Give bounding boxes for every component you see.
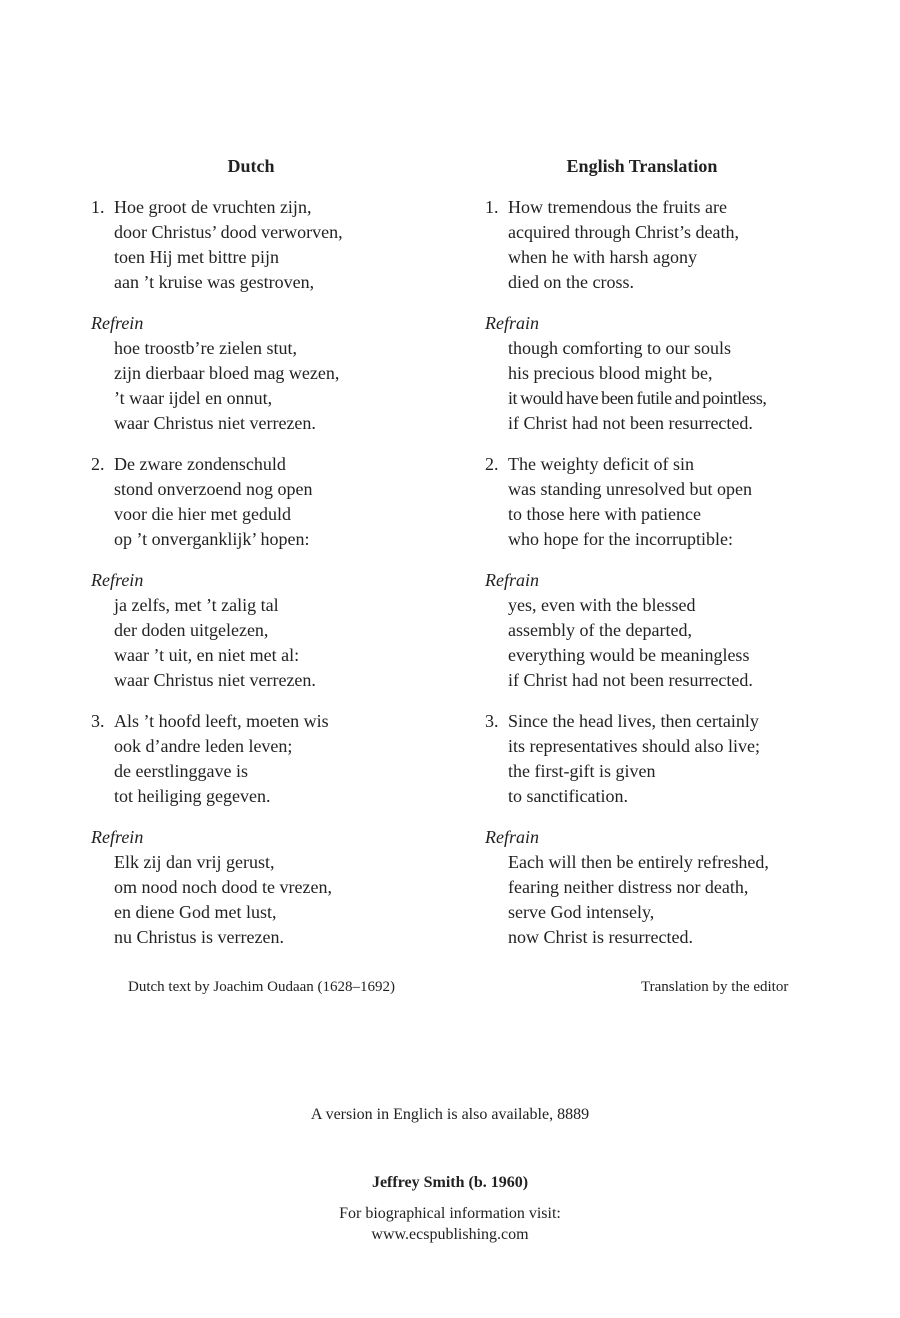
refrain-label: Refrein [91,827,144,847]
verse-line [485,709,815,734]
refrain-line: en diene God met lust, [114,902,277,922]
translation-credit: Translation by the editor [641,979,789,995]
verse-line [485,195,815,220]
verse-text: How tremendous the fruits are [508,197,727,217]
verse-number: 2. [91,454,105,474]
verse-line: op ’t onverganklijk’ hopen: [114,529,310,549]
refrain-line: nu Christus is verrezen. [114,927,284,947]
verse-text: Since the head lives, then certainly [508,711,759,731]
refrain-label: Refrain [485,313,539,333]
verse-line: to sanctification. [508,786,628,806]
verse-text: The weighty deficit of sin [508,454,694,474]
verse-text: Als ’t hoofd leeft, moeten wis [114,711,329,731]
verse-number: 1. [485,197,499,217]
verse-line: toen Hij met bittre pijn [114,247,279,267]
dutch-refrain-1 [91,311,421,436]
refrain-label: Refrain [485,570,539,590]
dutch-text-credit: Dutch text by Joachim Oudaan (1628–1692) [128,979,396,995]
english-column [485,153,815,966]
refrain-line: ja zelfs, met ’t zalig tal [114,595,279,615]
verse-line: died on the cross. [508,272,634,292]
refrain-line: yes, even with the blessed [508,595,696,615]
refrain-line: der doden uitgelezen, [114,620,269,640]
refrain-line: serve God intensely, [508,902,655,922]
refrain-line: hoe troostb’re zielen stut, [114,338,297,358]
verse-line: tot heiliging gegeven. [114,786,271,806]
verse-line: the first-gift is given [508,761,656,781]
dutch-verse-1 [91,195,421,295]
verse-line: was standing unresolved but open [508,479,752,499]
refrain-line: assembly of the departed, [508,620,692,640]
refrain-line: if Christ had not been resurrected. [508,670,753,690]
refrain-label: Refrein [91,570,144,590]
refrain-line: everything would be meaningless [508,645,750,665]
english-verse-2 [485,452,815,552]
verse-line [91,709,421,734]
refrain-line: waar Christus niet verrezen. [114,413,316,433]
verse-number: 3. [91,711,105,731]
bio-line: For biographical information visit: [339,1205,561,1222]
version-note: A version in Englich is also available, 8889 [310,1106,590,1123]
verse-text: De zware zondenschuld [114,454,286,474]
composer-name: Jeffrey Smith (b. 1960) [371,1174,529,1191]
refrain-line: Elk zij dan vrij gerust, [114,852,275,872]
english-refrain-1 [485,311,815,436]
refrain-line: now Christ is resurrected. [508,927,693,947]
refrain-line: ’t waar ijdel en onnut, [114,388,273,408]
refrain-line: his precious blood might be, [508,363,713,383]
verse-line: to those here with patience [508,504,701,524]
verse-line [91,195,421,220]
verse-number: 2. [485,454,499,474]
english-verse-3 [485,709,815,809]
verse-line: ook d’andre leden leven; [114,736,293,756]
refrain-line: zijn dierbaar bloed mag wezen, [114,363,340,383]
dutch-column [91,153,421,966]
english-refrain-2 [485,568,815,693]
refrain-line: fearing neither distress nor death, [508,877,749,897]
refrain-line: though comforting to our souls [508,338,731,358]
verse-text: Hoe groot de vruchten zijn, [114,197,312,217]
verse-line: voor die hier met geduld [114,504,291,524]
verse-line [485,452,815,477]
dutch-refrain-3 [91,825,421,950]
refrain-label: Refrein [91,313,144,333]
dutch-refrain-2 [91,568,421,693]
verse-number: 1. [91,197,105,217]
refrain-line: waar ’t uit, en niet met al: [114,645,300,665]
dutch-title: Dutch [227,156,275,176]
verse-line: door Christus’ dood verworven, [114,222,343,242]
verse-line: de eerstlinggave is [114,761,248,781]
english-verse-1 [485,195,815,295]
refrain-line: om nood noch dood te vrezen, [114,877,332,897]
dutch-verse-2 [91,452,421,552]
verse-line: aan ’t kruise was gestroven, [114,272,315,292]
english-title: English Translation [566,156,718,176]
refrain-line: waar Christus niet verrezen. [114,670,316,690]
english-refrain-3 [485,825,815,950]
verse-line: when he with harsh agony [508,247,697,267]
biography-note [0,1203,900,1245]
verse-line: acquired through Christ’s death, [508,222,739,242]
verse-line: who hope for the incorruptible: [508,529,733,549]
refrain-label: Refrain [485,827,539,847]
verse-line: its representatives should also live; [508,736,760,756]
refrain-line: it would have been futile and pointless, [508,388,767,408]
verse-line: stond onverzoend nog open [114,479,313,499]
publisher-url: www.ecspublishing.com [371,1226,529,1243]
verse-line [91,452,421,477]
dutch-verse-3 [91,709,421,809]
refrain-line: if Christ had not been resurrected. [508,413,753,433]
verse-number: 3. [485,711,499,731]
refrain-line: Each will then be entirely refreshed, [508,852,769,872]
